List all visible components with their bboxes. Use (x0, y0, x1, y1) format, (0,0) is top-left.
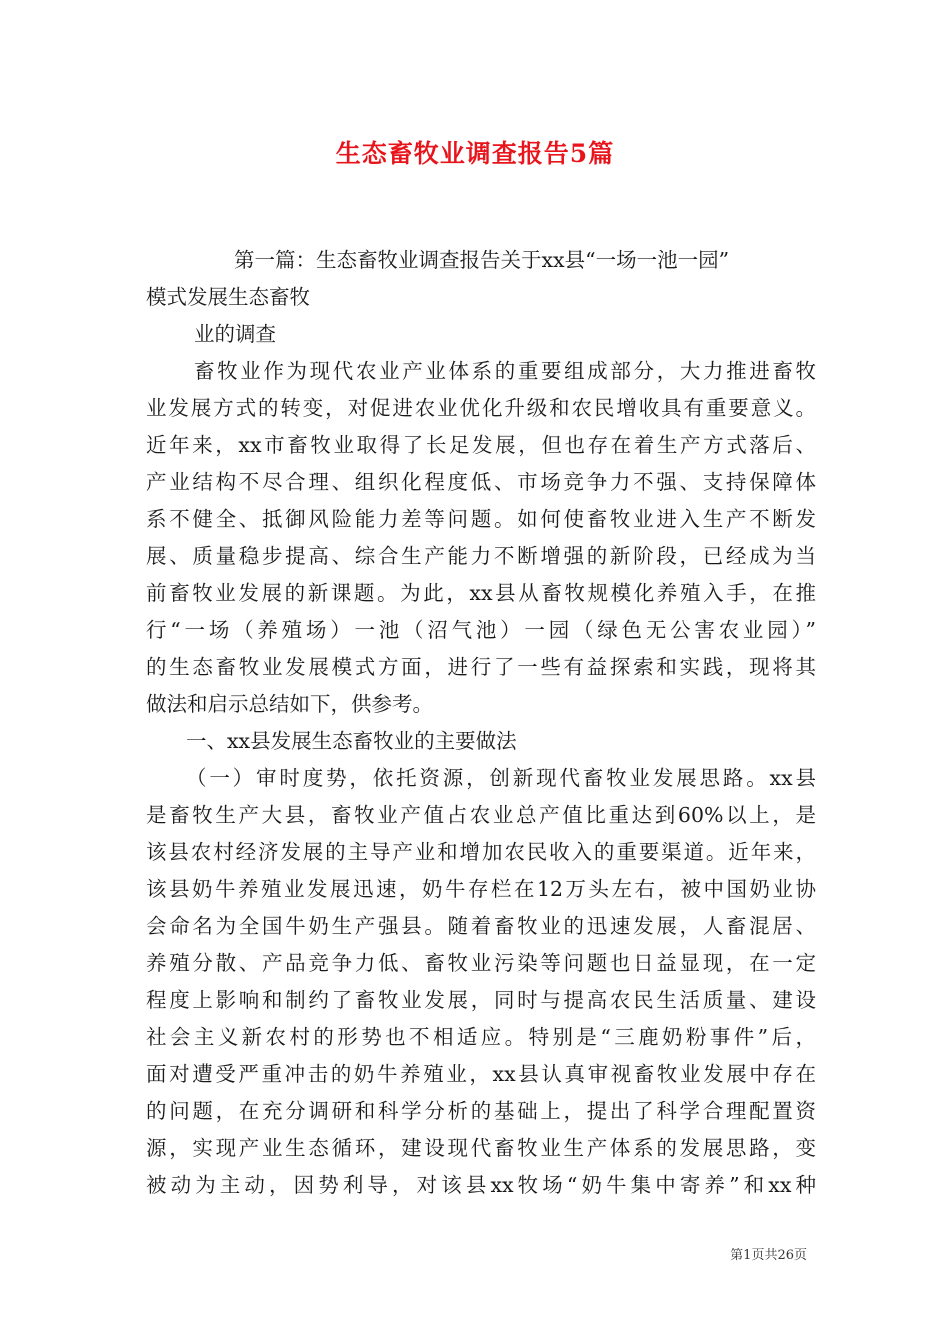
body-line: 第一篇：生态畜牧业调查报告关于xx县“一场一池一园” (234, 248, 730, 272)
body-line: 的生态畜牧业发展模式方面，进行了一些有益探索和实践，现将其 (146, 655, 816, 679)
body-line: 做法和启示总结如下，供参考。 (146, 692, 433, 716)
body-line: 社会主义新农村的形势也不相适应。特别是“三鹿奶粉事件”后， (146, 1025, 816, 1049)
body-line: 被动为主动，因势利导，对该县xx牧场“奶牛集中寄养”和xx种 (146, 1173, 816, 1197)
body-line: 面对遭受严重冲击的奶牛养殖业，xx县认真审视畜牧业发展中存在 (146, 1062, 816, 1086)
body-line: 前畜牧业发展的新课题。为此，xx县从畜牧规模化养殖入手，在推 (146, 581, 816, 605)
body-line: 的问题，在充分调研和科学分析的基础上，提出了科学合理配置资 (146, 1099, 816, 1123)
body-line: 业的调查 (194, 322, 276, 346)
body-line: 模式发展生态畜牧 (146, 285, 310, 309)
document-body (146, 242, 816, 1204)
body-line: 源，实现产业生态循环，建设现代畜牧业生产体系的发展思路，变 (146, 1136, 816, 1160)
body-line: 近年来，xx市畜牧业取得了长足发展，但也存在着生产方式落后、 (146, 433, 816, 457)
body-line: 行“一场（养殖场）一池（沼气池）一园（绿色无公害农业园）” (146, 618, 816, 642)
page-footer: 第1页共26页 (730, 1248, 807, 1263)
body-line: 一、xx县发展生态畜牧业的主要做法 (186, 729, 517, 753)
body-line: 系不健全、抵御风险能力差等问题。如何使畜牧业进入生产不断发 (146, 507, 816, 531)
body-line: 业发展方式的转变，对促进农业优化升级和农民增收具有重要意义。 (146, 396, 816, 420)
body-line: 养殖分散、产品竞争力低、畜牧业污染等问题也日益显现，在一定 (146, 951, 816, 975)
body-line: 会命名为全国牛奶生产强县。随着畜牧业的迅速发展，人畜混居、 (146, 914, 816, 938)
body-line: 畜牧业作为现代农业产业体系的重要组成部分，大力推进畜牧 (194, 359, 816, 383)
body-line: 产业结构不尽合理、组织化程度低、市场竞争力不强、支持保障体 (146, 470, 816, 494)
body-line: （一）审时度势，依托资源，创新现代畜牧业发展思路。xx县 (186, 766, 816, 790)
body-line: 该县奶牛养殖业发展迅速，奶牛存栏在12万头左右，被中国奶业协 (146, 877, 816, 901)
body-line: 展、质量稳步提高、综合生产能力不断增强的新阶段，已经成为当 (146, 544, 816, 568)
document-title: 生态畜牧业调查报告5篇 (335, 139, 615, 168)
body-line: 程度上影响和制约了畜牧业发展，同时与提高农民生活质量、建设 (146, 988, 816, 1012)
body-line: 是畜牧生产大县，畜牧业产值占农业总产值比重达到60%以上，是 (146, 803, 816, 827)
body-line: 该县农村经济发展的主导产业和增加农民收入的重要渠道。近年来， (146, 840, 816, 864)
